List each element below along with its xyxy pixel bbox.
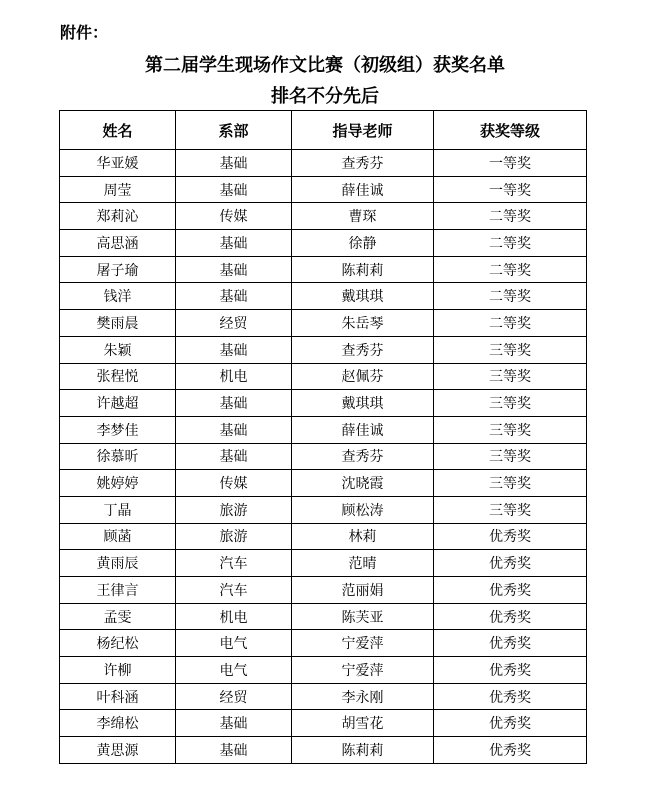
cell-name: 张程悦 [60,363,176,390]
cell-advisor: 陈莉莉 [292,256,434,283]
table-row [60,470,587,497]
cell-award-level: 三等奖 [434,390,587,417]
table-row [60,363,587,390]
cell-award-level: 三等奖 [434,496,587,523]
table-row [60,443,587,470]
cell-name: 徐慕昕 [60,443,176,470]
cell-award-level: 优秀奖 [434,683,587,710]
table-header [60,111,587,150]
cell-name: 顾菡 [60,523,176,550]
cell-advisor: 薛佳诚 [292,176,434,203]
table-row [60,550,587,577]
header-name: 姓名 [60,111,176,150]
header-advisor: 指导老师 [292,111,434,150]
header-award-level: 获奖等级 [434,111,587,150]
table-header-row [60,111,587,150]
cell-name: 杨纪松 [60,630,176,657]
cell-department: 基础 [176,150,292,177]
cell-advisor: 戴琪琪 [292,390,434,417]
cell-name: 许柳 [60,657,176,684]
table-row [60,630,587,657]
cell-award-level: 优秀奖 [434,577,587,604]
cell-name: 丁晶 [60,496,176,523]
cell-advisor: 戴琪琪 [292,283,434,310]
cell-award-level: 优秀奖 [434,657,587,684]
cell-department: 基础 [176,176,292,203]
cell-award-level: 优秀奖 [434,550,587,577]
cell-award-level: 三等奖 [434,336,587,363]
cell-advisor: 查秀芬 [292,150,434,177]
table-row [60,737,587,764]
cell-advisor: 陈莉莉 [292,737,434,764]
cell-name: 孟雯 [60,603,176,630]
cell-advisor: 陈芙亚 [292,603,434,630]
table-row [60,390,587,417]
cell-advisor: 宁爱萍 [292,657,434,684]
cell-award-level: 二等奖 [434,310,587,337]
cell-name: 黄雨辰 [60,550,176,577]
cell-advisor: 薛佳诚 [292,416,434,443]
cell-award-level: 优秀奖 [434,630,587,657]
table-row [60,416,587,443]
table-row [60,710,587,737]
cell-advisor: 朱岳琴 [292,310,434,337]
cell-award-level: 三等奖 [434,363,587,390]
cell-department: 基础 [176,710,292,737]
cell-name: 姚婷婷 [60,470,176,497]
table-row [60,496,587,523]
table-row [60,523,587,550]
document-title: 第二届学生现场作文比赛（初级组）获奖名单 [145,55,505,76]
cell-advisor: 范丽娟 [292,577,434,604]
cell-name: 许越超 [60,390,176,417]
table-row [60,336,587,363]
cell-advisor: 胡雪花 [292,710,434,737]
cell-name: 李绵松 [60,710,176,737]
cell-department: 汽车 [176,577,292,604]
cell-award-level: 三等奖 [434,416,587,443]
cell-name: 周莹 [60,176,176,203]
cell-award-level: 二等奖 [434,256,587,283]
cell-department: 机电 [176,603,292,630]
cell-name: 李梦佳 [60,416,176,443]
cell-advisor: 李永刚 [292,683,434,710]
document-subtitle: 排名不分先后 [271,86,379,107]
cell-advisor: 曹琛 [292,203,434,230]
cell-name: 叶科涵 [60,683,176,710]
award-table [59,110,587,764]
cell-award-level: 优秀奖 [434,737,587,764]
cell-award-level: 二等奖 [434,230,587,257]
table-row [60,283,587,310]
table-row [60,176,587,203]
cell-department: 基础 [176,416,292,443]
cell-award-level: 一等奖 [434,150,587,177]
table-row [60,683,587,710]
cell-department: 基础 [176,443,292,470]
table-row [60,310,587,337]
cell-advisor: 查秀芬 [292,443,434,470]
cell-department: 经贸 [176,683,292,710]
cell-department: 传媒 [176,203,292,230]
cell-department: 基础 [176,390,292,417]
cell-department: 汽车 [176,550,292,577]
cell-name: 朱颖 [60,336,176,363]
cell-department: 电气 [176,657,292,684]
table-row [60,256,587,283]
table-row [60,230,587,257]
cell-award-level: 优秀奖 [434,523,587,550]
cell-name: 华亚媛 [60,150,176,177]
cell-department: 基础 [176,283,292,310]
cell-department: 电气 [176,630,292,657]
cell-advisor: 林莉 [292,523,434,550]
cell-advisor: 范晴 [292,550,434,577]
cell-advisor: 赵佩芬 [292,363,434,390]
cell-department: 基础 [176,230,292,257]
cell-name: 黄思源 [60,737,176,764]
table-row [60,577,587,604]
cell-department: 机电 [176,363,292,390]
cell-advisor: 徐静 [292,230,434,257]
cell-award-level: 一等奖 [434,176,587,203]
cell-advisor: 宁爱萍 [292,630,434,657]
cell-award-level: 三等奖 [434,443,587,470]
table-row [60,150,587,177]
cell-name: 樊雨晨 [60,310,176,337]
cell-award-level: 三等奖 [434,470,587,497]
cell-department: 经贸 [176,310,292,337]
table-row [60,603,587,630]
cell-name: 郑莉沁 [60,203,176,230]
cell-department: 基础 [176,336,292,363]
cell-award-level: 二等奖 [434,283,587,310]
cell-department: 基础 [176,737,292,764]
cell-department: 旅游 [176,496,292,523]
cell-name: 王律言 [60,577,176,604]
cell-advisor: 顾松涛 [292,496,434,523]
cell-department: 旅游 [176,523,292,550]
header-department: 系部 [176,111,292,150]
cell-department: 基础 [176,256,292,283]
cell-award-level: 优秀奖 [434,603,587,630]
attachment-label: 附件： [60,23,109,42]
cell-award-level: 二等奖 [434,203,587,230]
table-row [60,657,587,684]
cell-award-level: 优秀奖 [434,710,587,737]
cell-advisor: 查秀芬 [292,336,434,363]
cell-department: 传媒 [176,470,292,497]
table-row [60,203,587,230]
cell-name: 钱洋 [60,283,176,310]
cell-name: 高思涵 [60,230,176,257]
cell-name: 屠子瑜 [60,256,176,283]
table-body [60,150,587,764]
cell-advisor: 沈晓霞 [292,470,434,497]
